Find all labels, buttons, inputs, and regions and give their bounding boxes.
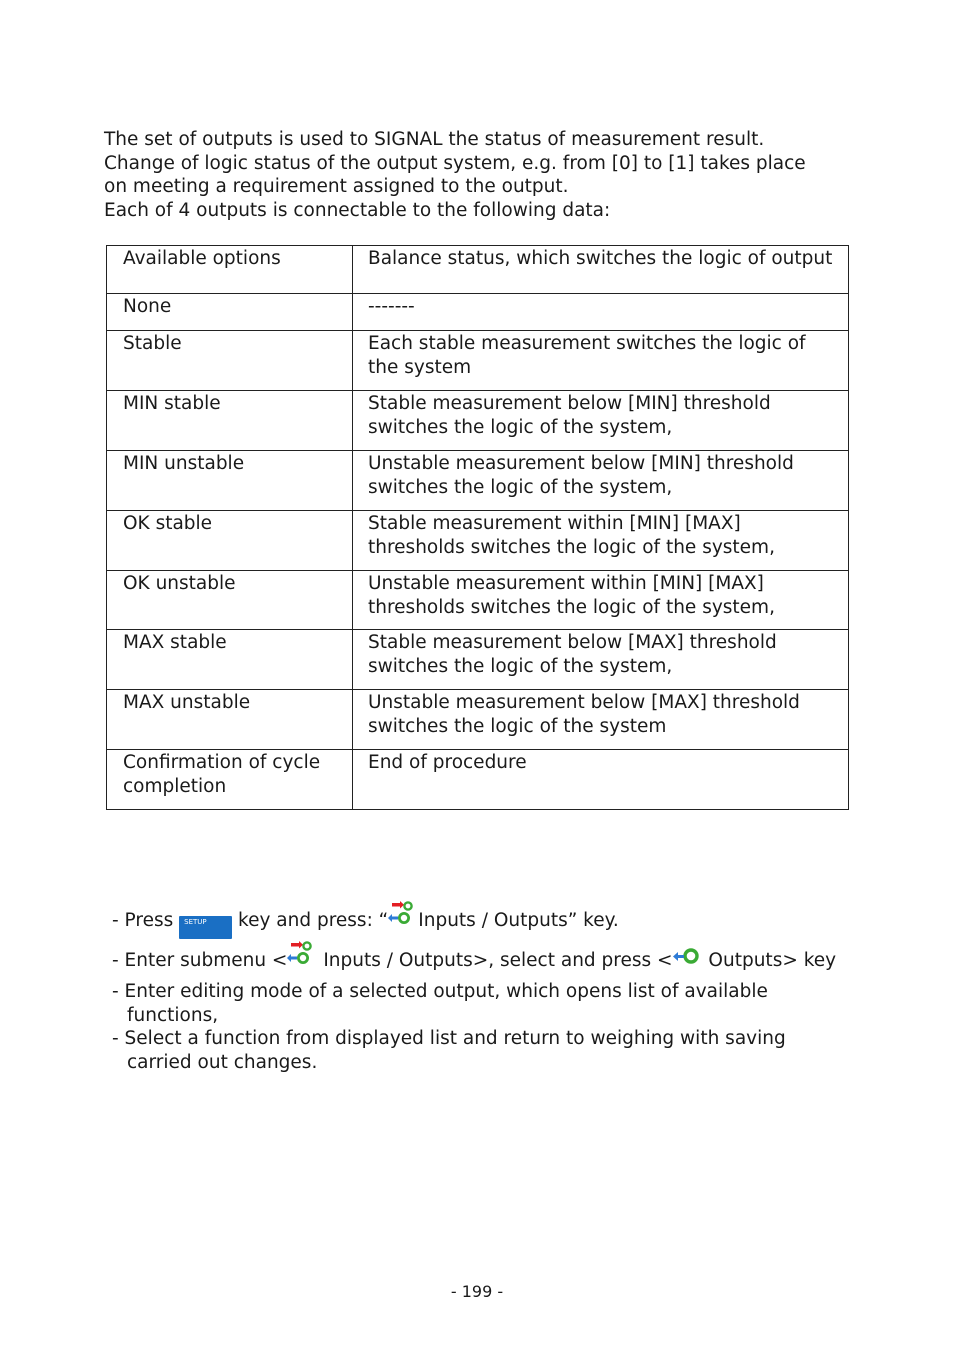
step-text: Inputs / Outputs” key. (418, 910, 619, 931)
description-cell: Balance status, which switches the logic of output (353, 246, 849, 294)
table-row (107, 750, 849, 810)
description-cell: Each stable measurement switches the logic of the system (353, 331, 849, 391)
step-text: Outputs> key (702, 950, 837, 971)
description-cell: End of procedure (353, 750, 849, 810)
step-4 (112, 1027, 892, 1074)
option-cell: MAX stable (107, 630, 353, 690)
inputs-outputs-icon (388, 900, 418, 930)
table-row (107, 571, 849, 630)
option-cell: OK unstable (107, 571, 353, 630)
table-row (107, 451, 849, 511)
intro-text (104, 128, 894, 222)
description-cell: Stable measurement below [MIN] threshold switches the logic of the system, (353, 391, 849, 451)
table-row (107, 294, 849, 331)
option-cell: Available options (107, 246, 353, 294)
table-row (107, 331, 849, 391)
step-text: carried out changes. (127, 1051, 318, 1073)
setup-key-label: SETUP (184, 918, 207, 926)
outputs-icon (673, 946, 703, 968)
step-2 (112, 934, 892, 981)
table-row (107, 690, 849, 750)
description-cell: Stable measurement below [MAX] threshold switches the logic of the system, (353, 630, 849, 690)
option-cell: MIN stable (107, 391, 353, 451)
intro-line: Change of logic status of the output system, e.g. from [0] to [1] takes place (104, 152, 806, 174)
intro-line: Each of 4 outputs is connectable to the following data: (104, 199, 611, 221)
description-cell: Unstable measurement within [MIN] [MAX] thresholds switches the logic of the system, (353, 571, 849, 630)
option-cell: MIN unstable (107, 451, 353, 511)
step-text: Inputs / Outputs>, select and press < (317, 950, 673, 971)
description-cell: Unstable measurement below [MIN] threshold switches the logic of the system, (353, 451, 849, 511)
table-row (107, 391, 849, 451)
option-cell: Confirmation of cycle completion (107, 750, 353, 810)
step-1 (112, 900, 892, 934)
inputs-outputs-icon (287, 940, 317, 970)
step-text: - Press (112, 910, 180, 931)
step-text: functions, (127, 1004, 219, 1026)
step-3 (112, 980, 892, 1027)
step-text: - Enter editing mode of a selected output, which opens list of available (112, 981, 768, 1002)
step-text: - Select a function from displayed list and return to weighing with saving (112, 1028, 786, 1049)
option-cell: None (107, 294, 353, 331)
step-text: - Enter submenu < (112, 950, 288, 971)
description-cell: ------- (353, 294, 849, 331)
intro-line: The set of outputs is used to SIGNAL the status of measurement result. (104, 129, 765, 150)
table-row (107, 246, 849, 294)
output-options-table (106, 245, 849, 810)
intro-line: on meeting a requirement assigned to the output. (104, 176, 569, 197)
step-text: key and press: “ (232, 910, 389, 931)
page-number: - 199 - (450, 1282, 504, 1301)
option-cell: Stable (107, 331, 353, 391)
table-row (107, 630, 849, 690)
description-cell: Unstable measurement below [MAX] threshold switches the logic of the system (353, 690, 849, 750)
option-cell: MAX unstable (107, 690, 353, 750)
table-row (107, 511, 849, 571)
option-cell: OK stable (107, 511, 353, 571)
description-cell: Stable measurement within [MIN] [MAX] thresholds switches the logic of the system, (353, 511, 849, 571)
procedure-steps (112, 900, 892, 1074)
